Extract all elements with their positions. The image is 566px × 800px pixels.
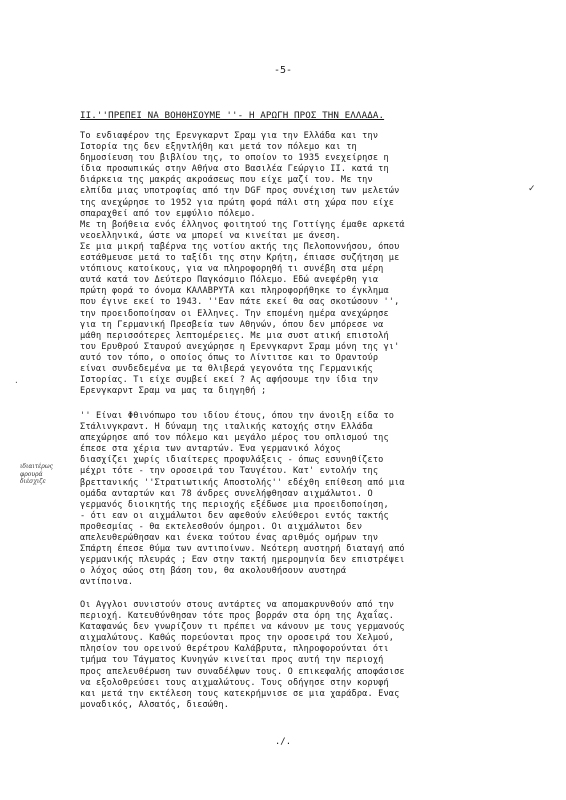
text-line: Σε μια μικρή ταβέρνα της νοτίου ακτής της Πελοποννήσου, όπου [80,241,400,252]
text-line: ομάδα ανταρτών και 78 άνδρες συνελήφθησαν αιχμάλωτοι. Ο [80,488,373,499]
text-line: τμήμα του Τάγματος Κυνηγών κινείται προς αυτή την περιοχή [80,655,384,666]
text-line: για τη Γερμανική Πρεσβεία των Αθηνών, όπου δεν μπόρεσε να [80,319,384,330]
page-number: -5- [273,65,293,76]
text-line: της ανεχώρησε το 1952 για πρώτη φορά πάλι στη χώρα που είχε [80,197,395,208]
text-line: νεοελληνικά, ώστε να μπορεί να κινείται με άνεση. [80,230,341,241]
text-line: δημοσίευση του βιβλίου της, το οποίον το 1935 ενεχείρησε η [80,153,389,164]
text-line: ντόπιους κατοίκους, για να πληροφορηθή τι συνέβη στα μέρη [80,264,384,275]
text-line: που έγινε εκεί το 1943. ''Εαν πάτε εκεί θα σας σκοτώσουν '', [80,297,400,308]
margin-note-line: φρουρά [20,470,43,478]
text-line: την προειδοποίησαν οι Ελληνες. Την επομένη ημέρα ανεχώρησε [80,308,389,319]
text-line: γερμανικής πλευράς ; Εαν στην τακτή ημερομηνία δεν επιστρέψει [80,555,405,566]
text-line: διάρκεια της μακράς ακροάσεως που είχε μαζί του. Με την [80,175,373,186]
text-line: Οι Αγγλοι συνιστούν στους αντάρτες να απομακρυνθούν από την [80,600,395,610]
text-line: σπαραχθεί από τον εμφύλιο πόλεμο. [80,208,256,219]
text-line: Σπάρτη έπεσε θύμα των αντιποίνων. Νεότερη αυστηρή διαταγή από [80,544,405,555]
text-line: προς απελευθέρωση των συναδέλφων τους. Ο επικεφαλής αποφάσισε [80,666,405,677]
text-line: απεχώρησε από τον πόλεμο και μεγάλο μέρος του οπλισμού της [80,433,389,444]
text-line: και μετά την εκτέλεση τους κατεκρήμνισε σε μια χαράδρα. Ενας [80,688,400,699]
text-line: να εξολοθρεύσει τους αιχμαλώτους. Τους οδήγησε στην κορυφή [80,677,389,688]
text-line: Το ενδιαφέρον της Ερενγκαρντ Σραμ για την Ελλάδα και την [80,131,379,141]
text-line: μάθη περισσότερες λεπτομέρειες. Με μια συστ ατική επιστολή [80,330,389,341]
text-line: μοναδικός, Αλσατός, διεσώθη. [80,699,230,710]
section-heading: II.''ΠΡΕΠΕΙ ΝΑ ΒΟΗΘΗΣΟΥΜΕ ''- Η ΑΡΩΓΗ ΠΡΟΣ ΤΗΝ ΕΛΛΑΔΑ. [80,110,385,121]
text-line: γερμανός διοικητής της περιοχής εξέδωσε μια προειδοποίηση, [80,499,389,510]
text-line: του Ερυθρού Σταυρού ανεχώρησε η Ερενγκαρντ Σραμ μόνη της γι' [80,341,400,352]
text-line: ο λόχος σώος στη βάση του, θα ακολουθήσουν αυστηρά [80,566,347,577]
text-line: αυτά κατά τον Δεύτερο Παγκόσμιο Πόλεμο. Εδώ ανεφέρθη για [80,275,379,286]
text-line: ίδια προσωπικώς στην Αθήνα στο Βασιλέα Γεώργιο ΙΙ. κατά τη [80,164,389,175]
text-line: περιοχή. Κατευθύνθησαν τότε προς βορράν στα όρη της Αχαΐας. [80,611,395,622]
paragraph-1 [80,131,520,397]
text-line: Ερενγκαρντ Σραμ να μας τα διηγηθή ; [80,386,267,397]
handwritten-correction-mark: ✓ [528,184,536,194]
text-line: αυτό τον τόπο, ο οποίος όπως το Λίντιτσε και το Οραντούρ [80,352,379,363]
text-line: Ιστορίας. Τι είχε συμβεί εκεί ? Ας αφήσουμε την ίδια την [80,375,379,386]
punch-hole-mark: · [14,378,19,387]
text-line: Ιστορία της δεν εξηντλήθη και μετά τον πόλεμο και τη [80,142,357,153]
text-line: προθεσμίας - θα εκτελεσθούν όμηροι. Οι αιχμάλωτοι δεν [80,521,363,532]
text-line: '' Είναι Φθινόπωρο του ιδίου έτους, όπου την άνοιξη είδα το [80,411,395,421]
text-line: βρεττανικής ''Στρατιωτικής Αποστολής'' εδέχθη επίθεση από μια [80,477,405,488]
paragraph-3 [80,600,520,711]
text-line: ελπίδα μιας υποτροφίας από την DGF προς συνέχιση των μελετών [80,186,400,197]
text-line: είναι συνδεδεμένα με τα θλιβερά γεγονότα της Γερμανικής [80,363,373,374]
text-line: πρώτη φορά το όνομα ΚΑΛΑΒΡΥΤΑ και πληροφορήθηκε το έγκλημα [80,286,389,297]
text-line: έπεσε στα χέρια των ανταρτών. Ένα γερμανικό λόχος [80,444,341,455]
margin-note-line: διέσχιζε [20,478,46,485]
text-line: - ότι εαν οι αιχμάλωτοι δεν αφεθούν ελεύθεροι εντός τακτής [80,510,389,521]
text-line: αιχμαλώτους. Καθώς πορεύονται προς την οροσειρά του Χελμού, [80,633,395,644]
text-line: Καταφανώς δεν γνωρίζουν τι πρέπει να κάνουν με τους γερμανούς [80,622,405,633]
text-line: Με τη βοήθεια ενός έλληνος φοιτητού της Γοττίγης έμαθε αρκετά [80,219,405,230]
paragraph-2-quote [80,411,520,589]
handwritten-margin-note [20,463,72,486]
margin-note-line: ιδιαιτέρως [20,463,54,470]
text-line: Στάλινγκραντ. Η δύναμη της ιταλικής κατοχής στην Ελλάδα [80,422,373,433]
text-line: αντίποινα. [80,577,134,588]
text-line: μέχρι τότε - την οροσειρά του Ταυγέτου. Κατ' εντολήν της [80,466,379,477]
text-line: πλησίον του ορεινού θερέτρου Καλάβρυτα, πληροφορούνται ότι [80,644,389,655]
text-line: απελευθερώθησαν και ένεκα τούτου ένας αριθμός ομήρων την [80,533,379,544]
text-line: εστάθμευσε μετά το ταξίδι της στην Κρήτη, έπιασε συζήτηση με [80,253,400,264]
text-line: διασχίζει χωρίς ιδιαίτερες προφυλάξεις - όπως εσυνηθίζετο [80,455,384,466]
continuation-marker: ./. [274,737,292,747]
